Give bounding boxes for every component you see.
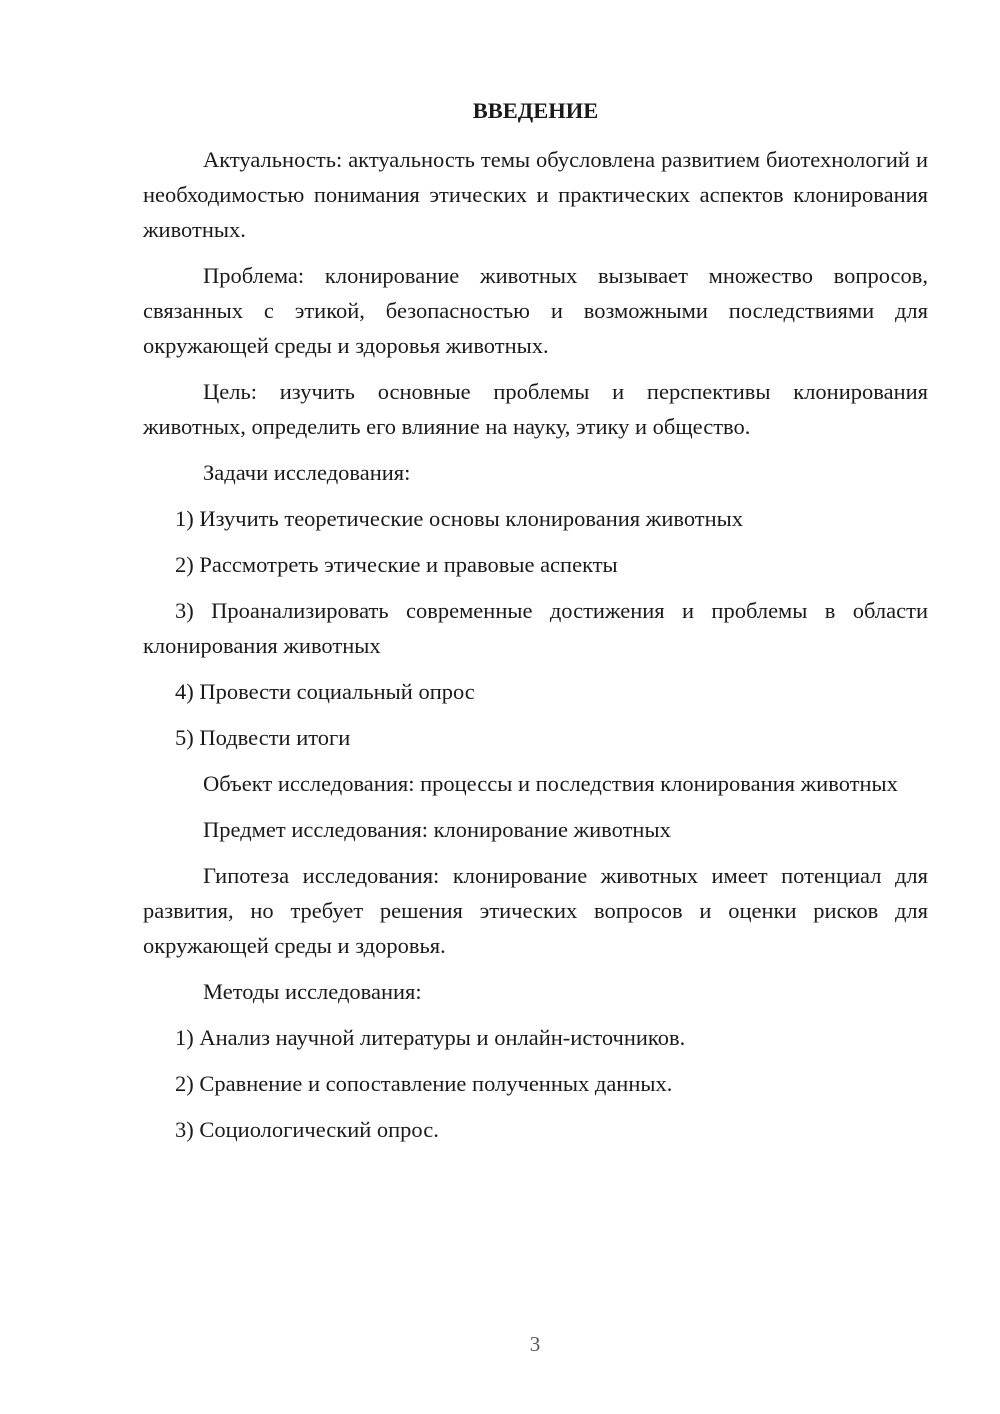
object-paragraph: Объект исследования: процессы и последствия клонирования животных: [203, 771, 898, 796]
page-title: ВВЕДЕНИЕ: [472, 98, 599, 123]
task-item: 2) Рассмотреть этические и правовые аспекты: [175, 552, 618, 577]
subject-paragraph: Предмет исследования: клонирование животных: [203, 817, 671, 842]
task-item: 3) Проанализировать современные достижения и проблемы в области клонирования животных: [143, 598, 928, 658]
page-number: 3: [529, 1332, 541, 1356]
document-body: [143, 96, 928, 1158]
tasks-heading: Задачи исследования:: [203, 460, 411, 485]
task-item: 1) Изучить теоретические основы клонирования животных: [175, 506, 744, 531]
goal-paragraph: Цель: изучить основные проблемы и перспективы клонирования животных, определить его влияние на науку, этику и общество.: [143, 379, 928, 439]
relevance-paragraph: Актуальность: актуальность темы обусловлена развитием биотехнологий и необходимостью понимания этических и практических аспектов клонирования животных.: [143, 147, 928, 242]
method-item: 1) Анализ научной литературы и онлайн-источников.: [175, 1025, 686, 1050]
methods-heading: Методы исследования:: [203, 979, 422, 1004]
method-item: 2) Сравнение и сопоставление полученных данных.: [175, 1071, 673, 1096]
hypothesis-paragraph: Гипотеза исследования: клонирование животных имеет потенциал для развития, но требует решения этических вопросов и оценки рисков для окружающей среды и здоровья.: [143, 863, 928, 958]
method-item: 3) Социологический опрос.: [175, 1117, 439, 1142]
task-item: 4) Провести социальный опрос: [175, 679, 475, 704]
problem-paragraph: Проблема: клонирование животных вызывает множество вопросов, связанных с этикой, безопасностью и возможными последствиями для окружающей среды и здоровья животных.: [143, 263, 928, 358]
task-item: 5) Подвести итоги: [175, 725, 351, 750]
